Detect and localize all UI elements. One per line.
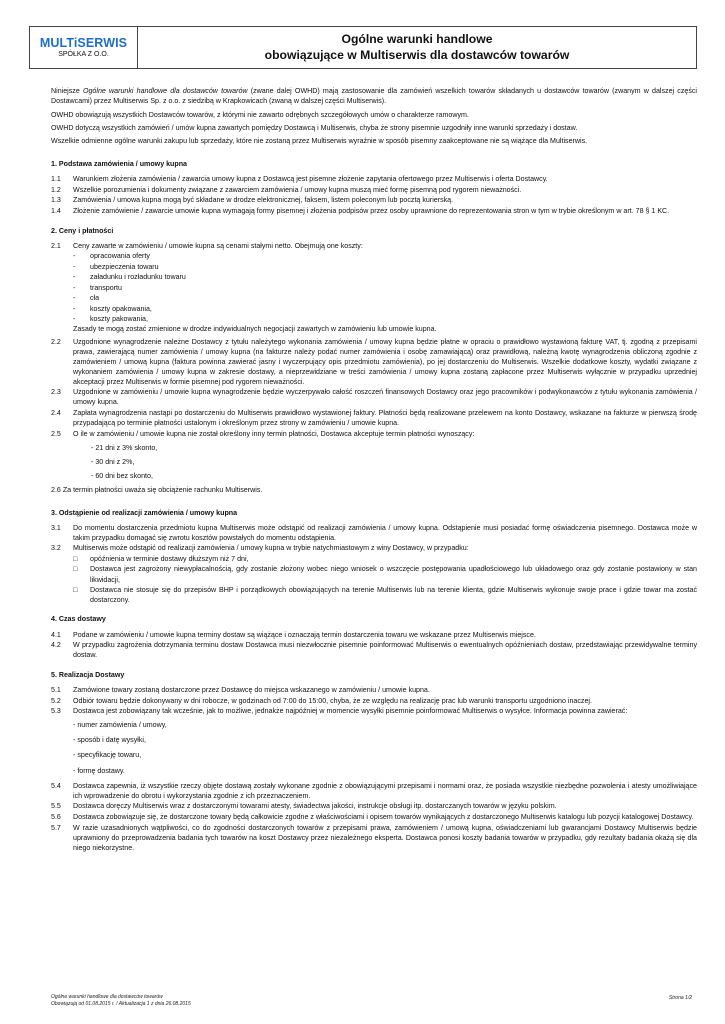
dash-marker: -: [73, 304, 76, 313]
clause-1-3: [51, 195, 697, 205]
clause-number: 3.1: [51, 523, 61, 532]
clause-text: Uzgodnione w zamówieniu / umowie kupna wynagrodzenie będzie wyczerpywało całość roszczeń finansowych Dostawcy oraz jego pracowników i podwykonawców z tytułu wykonania zamówienia / umowy kupna.: [73, 388, 697, 407]
clause-number: 1.1: [51, 174, 61, 183]
clause-number: 4.2: [51, 641, 61, 650]
list-item: [73, 262, 697, 272]
intro-paragraph-4: Wszelkie odmienne ogólne warunki zakupu lub sprzedaży, które nie zostaną przez Multiserwis wyraźnie w sposób pisemny zaakceptowane nie są wiążące dla Multiserwis.: [51, 137, 588, 146]
shipment-info-item: - specyfikację towaru,: [73, 751, 142, 760]
shipment-info-list: [73, 720, 697, 775]
dash-marker: -: [73, 283, 76, 292]
company-logo: [30, 27, 138, 68]
shipment-info-item: - formę dostawy.: [73, 766, 125, 775]
shipment-info-item: - sposób i datę wysyłki,: [73, 736, 146, 745]
dash-marker: -: [73, 262, 76, 271]
clause-2-5: [51, 429, 697, 439]
footer-document-info: [51, 994, 191, 1008]
clause-text: Dostawca zapewnia, iż wszystkie rzeczy objęte dostawą zostały wykonane zgodnie z obowiązującymi przepisami i normami oraz, że posiada wszystkie niezbędne pozwolenia i atesty umożliwiające ich wprowadzenie do obrotu i wykorzystania zgodnie z ich przeznaczeniem.: [73, 781, 697, 800]
clause-text: Warunkiem złożenia zamówienia / zawarcia umowy kupna z Dostawcą jest pisemne złożenie zapytania ofertowego przez Multiserwis i oferta Dostawcy.: [73, 174, 548, 183]
clause-4-1: [51, 630, 697, 640]
title-line-1: Ogólne warunki handlowe: [341, 31, 493, 46]
intro-paragraph-1: [51, 86, 697, 106]
payment-term: - 30 dni z 2%,: [91, 457, 135, 466]
list-item: [73, 293, 697, 303]
clause-number: 2.5: [51, 429, 61, 438]
list-item-text: załadunku i rozładunku towaru: [90, 273, 186, 282]
clause-2-1: [51, 241, 697, 251]
clause-5-6: [51, 812, 697, 822]
clause-number: 5.5: [51, 802, 61, 811]
clause-5-2: [51, 696, 697, 706]
intro-italic: Ogólne warunki handlowe dla dostawców towarów: [82, 87, 248, 95]
list-item-text: koszty pakowania,: [90, 315, 148, 323]
list-item-text: transportu: [90, 283, 122, 292]
list-item: [73, 564, 697, 584]
clause-number: 1.2: [51, 185, 61, 194]
clause-text: Zamówione towary zostaną dostarczone przez Dostawcę do miejsca wskazanego w zamówieniu / umowie kupna.: [73, 685, 430, 694]
intro-paragraph-3: OWHD dotyczą wszystkich zamówień / umów kupna zawartych pomiędzy Dostawcą i Multiserwis, chyba że strony pisemnie uzgodniły inne warunki sprzedaży i dostaw.: [51, 123, 578, 132]
clause-number: 3.2: [51, 544, 61, 553]
cost-list: [73, 251, 697, 324]
title-line-2: obowiązujące w Multiserwis dla dostawców towarów: [264, 47, 570, 62]
clause-text: Podane w zamówieniu / umowie kupna terminy dostaw są wiążące i oznaczają termin dostarczenia towaru we wskazane przez Multiserwis miejsce.: [73, 630, 536, 639]
clause-number: 2.1: [51, 241, 61, 250]
clause-1-4: [51, 206, 697, 216]
dash-marker: -: [73, 315, 76, 323]
clause-3-2: [51, 543, 697, 553]
payment-term: - 21 dni z 3% skonto,: [91, 443, 158, 452]
cost-note: Zasady te mogą zostać zmienione w drodze indywidualnych negocjacji zawartych w zamówieniu lub umowie kupna.: [73, 325, 437, 334]
clause-text: Do momentu dostarczenia przedmiotu kupna Multiserwis może odstąpić od realizacji zamówienia / umowy kupna. Odstąpienie musi posiadać formę oświadczenia pisemnego. Dostawca może w takim przypadku domagać się zwrotu kosztów powstałych do momentu odstąpienia.: [73, 523, 697, 542]
list-item-text: opóźnienia w terminie dostawy dłuższym niż 7 dni,: [90, 555, 249, 563]
clause-number: 5.1: [51, 685, 61, 694]
intro-paragraph-2: OWHD obowiązują wszystkich Dostawców towarów, z którymi nie zawarto odrębnych szczegółowych umów o charakterze ramowym.: [51, 110, 469, 119]
clause-number: 2.3: [51, 388, 61, 397]
clause-text: O ile w zamówieniu / umowie kupna nie został określony inny termin płatności, Dostawca akceptuje termin płatności wynoszący:: [73, 429, 475, 438]
section-3-title: 3. Odstąpienie od realizacji zamówienia / umowy kupna: [51, 508, 238, 517]
clause-text: Dostawca jest zobowiązany tak wcześnie, jak to możliwe, jednakże najpóźniej w momencie wysyłki pisemnie poinformować Multiserwis o wysyłce. Informacja powinna zawierać:: [73, 707, 628, 716]
clause-text: Dostawca doręczy Multiserwis wraz z dostarczonymi towarami atesty, świadectwa jakości, instrukcje obsługi itp. dostarczanych towarów w języku polskim.: [73, 802, 557, 811]
document-body: [51, 86, 697, 853]
clause-2-2: [51, 337, 697, 387]
clause-3-1: [51, 523, 697, 543]
clause-number: 1.4: [51, 206, 61, 215]
document-title: [138, 27, 696, 68]
clause-text: Uzgodnione wynagrodzenie należne Dostawcy z tytułu należytego wykonania zamówienia / umowy kupna będzie płatne w opraciu o prawidłowo wystawioną fakturę VAT, tj. zgodną z przepisami prawa, zawierającą numer zamówienia / umowy kupna (na fakturze należy podać numer zamówienia i osobę zamawiającą) oraz prawidłową, należną kwotę wynagrodzenia obliczoną zgodnie z zamówieniem / umową kupna (faktura powinna zawierać jasny i wyczerpujący opis przedmiotu zamówienia), po jej dostarczeniu do Multiserwis. Wszelkie dodatkowe koszty, wydatki związane z wykonaniem zamówienia / umowy kupna w zakresie dostawy, a nieprzewidziane w treści zamówienia / umowy kupna zostaną zapłacone przez Multiserwis wyłącznie w przypadku uprzedniej akceptacji przez Multiserwis w formie pisemnej pod rygorem nieważności.: [73, 337, 697, 386]
list-item: [73, 314, 697, 324]
clause-5-5: [51, 801, 697, 811]
clause-number: 5.2: [51, 696, 61, 705]
list-item-text: Dostawca nie stosuje się do przepisów BHP i porządkowych obowiązujących na terenie Multiserwis lub na terenie klienta, gdzie Multiserwis wykonuje swoje prace i gdzie towar ma zostać dostarczony.: [90, 585, 697, 605]
clause-text: Złożenie zamówienie / zawarcie umowie kupna wymagają formy pisemnej i złożenia podpisów przez osoby uprawnione do reprezentowania stron w tym w trybie określonym w art. 78 § 1 KC.: [73, 206, 670, 215]
payment-terms-list: [91, 443, 697, 481]
clause-text: Ceny zawarte w zamówieniu / umowie kupna są cenami stałymi netto. Obejmują one koszty:: [73, 241, 363, 250]
logo-wordmark: MULTiSERWIS: [39, 35, 128, 50]
list-item: [73, 554, 697, 564]
square-bullet-icon: □: [73, 565, 78, 574]
clause-number: 2.4: [51, 409, 61, 418]
logo-subtitle: SPÓŁKA Z O.O.: [58, 51, 109, 59]
clause-text: Dostawca zobowiązuje się, że dostarczone towary będą całkowicie zgodne z właściwościami i opisem towarów wynikających z dostarczonego Multiserwis katalogu lub pozycji katalogowej Dostawcy.: [73, 812, 694, 821]
list-item: [73, 283, 697, 293]
clause-number: 5.6: [51, 812, 61, 821]
clause-5-3: [51, 706, 697, 716]
clause-text: Odbiór towaru będzie dokonywany w dni robocze, w godzinach od 7:00 do 15:00, chyba, że ze względu na realizację prac lub warunki transportu uzgodniono inaczej.: [73, 696, 592, 705]
clause-number: 5.3: [51, 707, 61, 716]
list-item-text: Dostawca jest zagrożony niewypłacalnością, gdy zostanie złożony wobec niego wniosek o wszczęcie postępowania upadłościowego lub układowego oraz gdy zostanie postawiony w stan likwidacji,: [90, 565, 697, 584]
page-number: Strona 1/2: [668, 995, 692, 1001]
withdrawal-reasons: [73, 554, 697, 605]
dash-marker: -: [73, 273, 76, 282]
clause-text: W przypadku zagrożenia dotrzymania terminu dostaw Dostawca musi niezwłocznie pisemnie poinformować Multiserwis o ewentualnych opóźnieniach dostaw, przedstawiając przewidywalne terminy dostaw.: [73, 641, 697, 660]
section-2-title: 2. Ceny i płatności: [51, 226, 114, 235]
dash-marker: -: [73, 294, 76, 303]
list-item: [73, 585, 697, 605]
list-item-text: cła: [90, 294, 100, 303]
section-4-title: 4. Czas dostawy: [51, 615, 106, 624]
clause-4-2: [51, 640, 697, 660]
clause-text: Zamówienia / umowa kupna mogą być składane w drodze elektronicznej, faksem, listem poleconym lub pocztą kurierską.: [73, 196, 454, 205]
dash-marker: -: [73, 252, 76, 261]
clause-text: Wszelkie porozumienia i dokumenty związane z zawarciem zamówienia / umowy kupna muszą mieć formę pisemną pod rygorem nieważności.: [73, 185, 522, 194]
header-box: [29, 26, 697, 69]
clause-number: 1.3: [51, 196, 61, 205]
list-item-text: koszty opakowania,: [90, 304, 152, 313]
intro-rest: (zwane dalej OWHD) mają zastosowanie dla zamówień wszelkich towarów składanych u dostawców towarów (zwanym w dalszej części Dostawcami) przez Multiserwis Sp. z o.o. z siedzibą w Krapkowicach (zwaną w dalszej części Multiserwis).: [51, 87, 697, 106]
footer-line-1: Ogólne warunki handlowe dla dostawców towarów: [51, 994, 163, 1000]
clause-5-7: [51, 823, 697, 853]
clause-2-6: 2.6 Za termin płatności uważa się obciążenie rachunku Multiserwis.: [51, 486, 263, 495]
list-item: [73, 272, 697, 282]
square-bullet-icon: □: [73, 555, 78, 563]
clause-text: Zapłata wynagrodzenia nastąpi po dostarczeniu do Multiserwis prawidłowo wystawionej faktury. Płatności będą realizowane przelewem na konto Dostawcy, wskazane na fakturze w pierwszą środę przypadającą po terminie płatności ustalonym i określonym przez strony w zamówieniu / umowie kupna.: [73, 409, 697, 428]
clause-number: 5.4: [51, 781, 61, 790]
section-5-title: 5. Realizacja Dostawy: [51, 670, 125, 679]
list-item: [73, 304, 697, 314]
clause-number: 4.1: [51, 630, 61, 639]
clause-5-1: [51, 685, 697, 695]
section-1-title: 1. Podstawa zamówienia / umowy kupna: [51, 159, 187, 168]
square-bullet-icon: □: [73, 585, 78, 594]
intro-lead: Niniejsze: [51, 87, 83, 95]
clause-1-1: [51, 174, 697, 184]
shipment-info-item: - numer zamówienia / umowy,: [73, 721, 167, 730]
list-item-text: ubezpieczenia towaru: [90, 262, 159, 271]
clause-text: W razie uzasadnionych wątpliwości, co do zgodności dostarczonych towarów z przepisami prawa, zamówieniem / umową kupna, oświadczeniami lub gwarancjami Dostawcy Multiserwis będzie uprawniony do przeprowadzenia badania tych towarów na koszt Dostawcy przez niezależnego eksperta. Dostawca ponosi koszty badania towarów w przypadku, gdy rezultaty badania okażą się dla niego niekorzystne.: [73, 823, 697, 852]
footer-line-2: Obowiązują od 01.08.2015 r. / Aktualizacja 1 z dnia 26.08.2015: [51, 1000, 191, 1007]
list-item-text: opracowania oferty: [90, 252, 150, 261]
clause-number: 5.7: [51, 823, 61, 832]
payment-term: - 60 dni bez skonto,: [91, 472, 153, 481]
list-item: [73, 251, 697, 261]
clause-text: Multiserwis może odstąpić od realizacji zamówienia / umowy kupna w trybie natychmiastowym z winy Dostawcy, w przypadku:: [73, 544, 469, 553]
clause-2-3: [51, 387, 697, 407]
clause-1-2: [51, 185, 697, 195]
clause-5-4: [51, 781, 697, 801]
clause-number: 2.2: [51, 337, 61, 346]
clause-2-4: [51, 408, 697, 428]
